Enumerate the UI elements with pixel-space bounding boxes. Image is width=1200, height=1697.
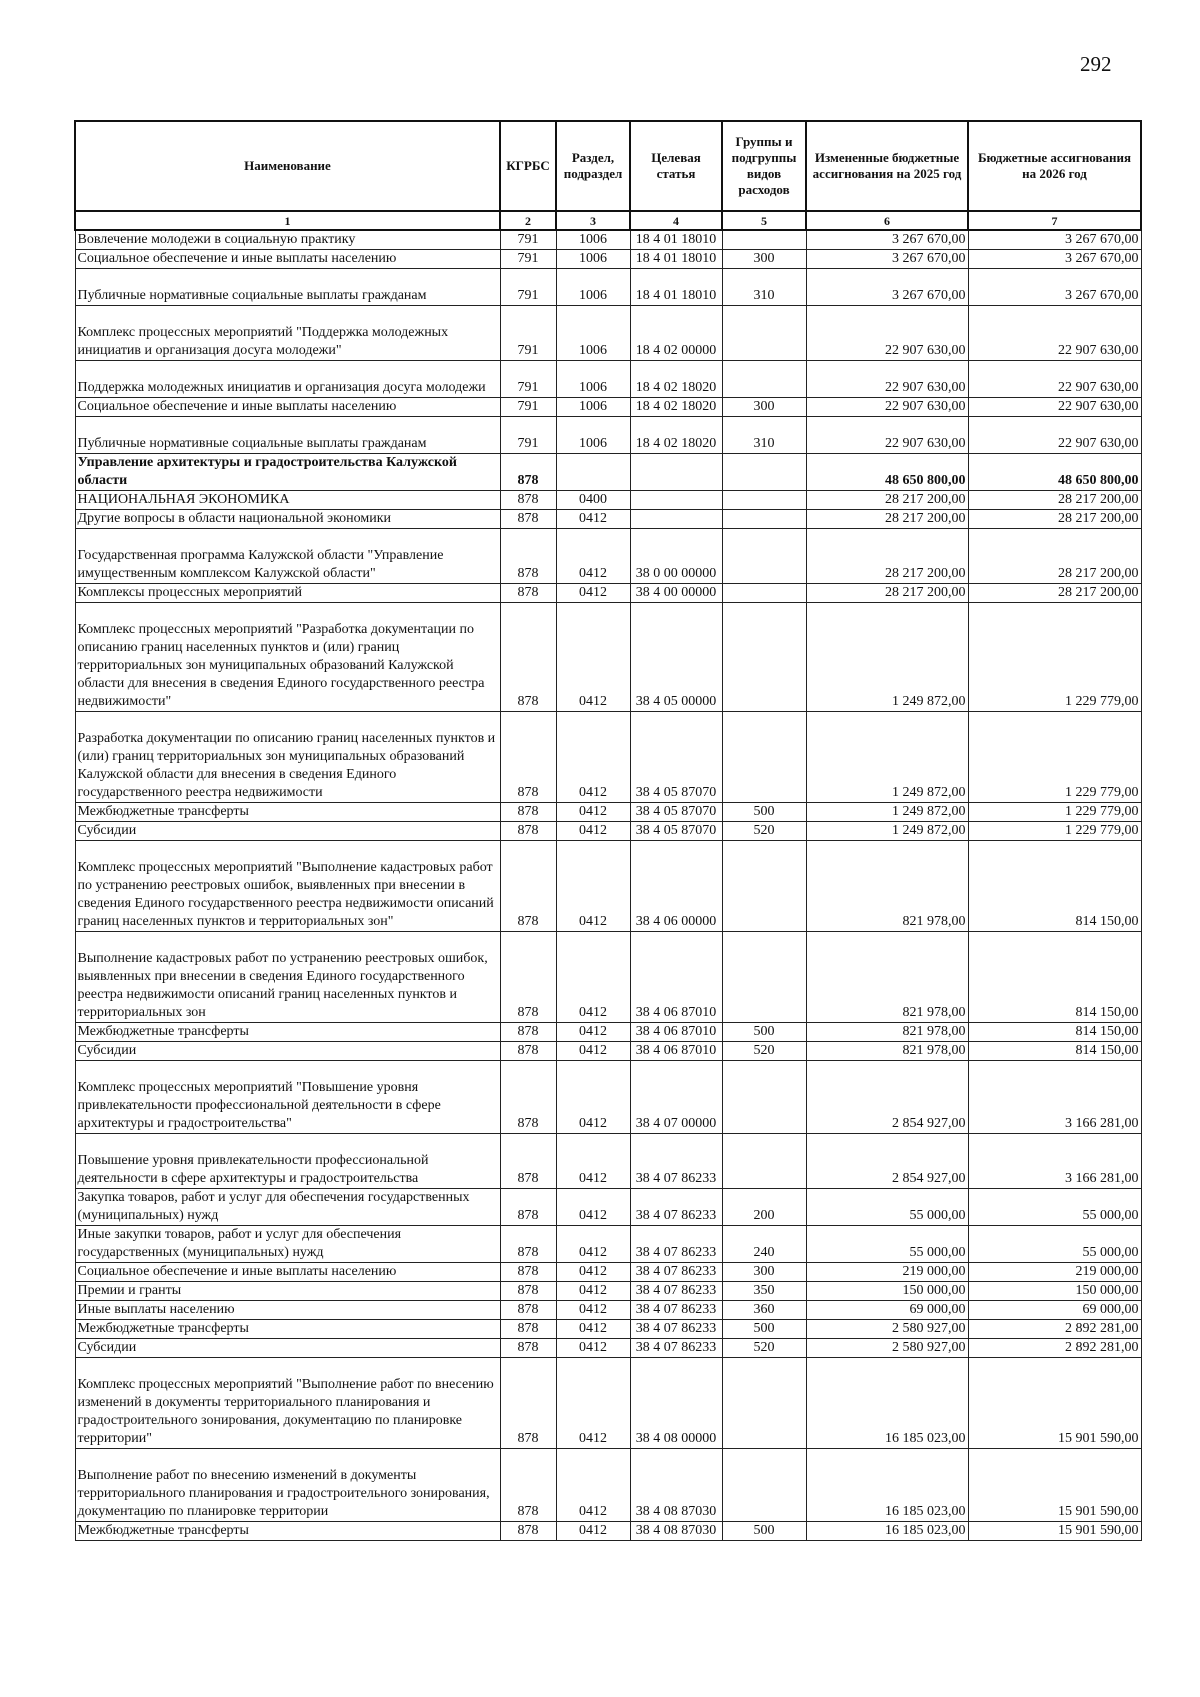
row-target: 38 4 08 00000 bbox=[630, 1358, 722, 1449]
row-amount-2025: 28 217 200,00 bbox=[806, 510, 968, 529]
row-razdel: 0412 bbox=[556, 1282, 630, 1301]
row-target: 18 4 02 18020 bbox=[630, 398, 722, 417]
table-row bbox=[75, 361, 1141, 398]
row-amount-2026: 28 217 200,00 bbox=[968, 529, 1141, 584]
row-amount-2025: 1 249 872,00 bbox=[806, 712, 968, 803]
table-row bbox=[75, 803, 1141, 822]
row-name: Межбюджетные трансферты bbox=[75, 803, 500, 822]
table-row bbox=[75, 1449, 1141, 1522]
table-row bbox=[75, 1282, 1141, 1301]
column-number: 4 bbox=[630, 211, 722, 230]
row-amount-2026: 22 907 630,00 bbox=[968, 398, 1141, 417]
row-razdel: 0412 bbox=[556, 1358, 630, 1449]
row-name: Публичные нормативные социальные выплаты гражданам bbox=[75, 269, 500, 306]
table-row bbox=[75, 841, 1141, 932]
table-row bbox=[75, 1320, 1141, 1339]
table-row bbox=[75, 269, 1141, 306]
row-kgrbs: 878 bbox=[500, 491, 556, 510]
row-target bbox=[630, 491, 722, 510]
row-name: Комплекс процессных мероприятий "Поддержка молодежных инициатив и организация досуга молодежи" bbox=[75, 306, 500, 361]
table-row bbox=[75, 398, 1141, 417]
row-vid bbox=[722, 932, 806, 1023]
row-amount-2026: 1 229 779,00 bbox=[968, 822, 1141, 841]
table-row bbox=[75, 1189, 1141, 1226]
header-2025: Измененные бюджетные ассигнования на 2025 год bbox=[806, 121, 968, 211]
row-amount-2025: 22 907 630,00 bbox=[806, 361, 968, 398]
row-kgrbs: 878 bbox=[500, 1263, 556, 1282]
header-2026: Бюджетные ассигнования на 2026 год bbox=[968, 121, 1141, 211]
table-row bbox=[75, 1339, 1141, 1358]
table-row bbox=[75, 417, 1141, 454]
row-amount-2025: 2 854 927,00 bbox=[806, 1061, 968, 1134]
row-name: Выполнение кадастровых работ по устранению реестровых ошибок, выявленных при внесении в сведения Единого государственного реестра недвижимости описаний границ населенных пунктов и территориальных зон bbox=[75, 932, 500, 1023]
row-razdel: 0412 bbox=[556, 1263, 630, 1282]
row-amount-2026: 814 150,00 bbox=[968, 841, 1141, 932]
row-vid bbox=[722, 841, 806, 932]
row-vid: 520 bbox=[722, 1339, 806, 1358]
row-razdel: 0412 bbox=[556, 1522, 630, 1541]
column-number: 3 bbox=[556, 211, 630, 230]
row-razdel: 0412 bbox=[556, 1226, 630, 1263]
row-name: Выполнение работ по внесению изменений в документы территориального планирования и градостроительного зонирования, документацию по планировке территории bbox=[75, 1449, 500, 1522]
row-vid bbox=[722, 230, 806, 250]
row-target: 18 4 01 18010 bbox=[630, 230, 722, 250]
row-razdel: 0412 bbox=[556, 1023, 630, 1042]
column-numbers bbox=[75, 211, 1141, 230]
row-amount-2026: 2 892 281,00 bbox=[968, 1339, 1141, 1358]
row-name: Вовлечение молодежи в социальную практику bbox=[75, 230, 500, 250]
row-kgrbs: 878 bbox=[500, 510, 556, 529]
row-name: Социальное обеспечение и иные выплаты населению bbox=[75, 250, 500, 269]
row-vid: 300 bbox=[722, 1263, 806, 1282]
row-name: Премии и гранты bbox=[75, 1282, 500, 1301]
table-row bbox=[75, 1263, 1141, 1282]
row-amount-2026: 1 229 779,00 bbox=[968, 712, 1141, 803]
row-kgrbs: 791 bbox=[500, 306, 556, 361]
row-vid bbox=[722, 1358, 806, 1449]
row-target: 38 4 05 87070 bbox=[630, 822, 722, 841]
row-vid bbox=[722, 1449, 806, 1522]
header-vid: Группы и подгруппы видов расходов bbox=[722, 121, 806, 211]
row-amount-2026: 3 166 281,00 bbox=[968, 1061, 1141, 1134]
row-target bbox=[630, 454, 722, 491]
row-kgrbs: 878 bbox=[500, 932, 556, 1023]
row-name: Социальное обеспечение и иные выплаты населению bbox=[75, 1263, 500, 1282]
row-vid: 500 bbox=[722, 1522, 806, 1541]
row-name: Иные выплаты населению bbox=[75, 1301, 500, 1320]
row-name: Межбюджетные трансферты bbox=[75, 1023, 500, 1042]
row-razdel: 1006 bbox=[556, 269, 630, 306]
row-target bbox=[630, 510, 722, 529]
row-target: 18 4 02 18020 bbox=[630, 361, 722, 398]
row-razdel: 0400 bbox=[556, 491, 630, 510]
row-amount-2025: 1 249 872,00 bbox=[806, 822, 968, 841]
row-kgrbs: 878 bbox=[500, 841, 556, 932]
row-kgrbs: 878 bbox=[500, 529, 556, 584]
row-razdel: 0412 bbox=[556, 803, 630, 822]
row-amount-2025: 69 000,00 bbox=[806, 1301, 968, 1320]
row-kgrbs: 791 bbox=[500, 398, 556, 417]
row-amount-2025: 821 978,00 bbox=[806, 1023, 968, 1042]
row-kgrbs: 791 bbox=[500, 269, 556, 306]
row-vid: 520 bbox=[722, 822, 806, 841]
column-number: 5 bbox=[722, 211, 806, 230]
row-target: 38 4 06 87010 bbox=[630, 932, 722, 1023]
row-target: 38 4 07 86233 bbox=[630, 1226, 722, 1263]
row-amount-2026: 48 650 800,00 bbox=[968, 454, 1141, 491]
row-target: 38 4 07 00000 bbox=[630, 1061, 722, 1134]
row-name: Межбюджетные трансферты bbox=[75, 1320, 500, 1339]
row-name: Государственная программа Калужской области "Управление имущественным комплексом Калужской области" bbox=[75, 529, 500, 584]
row-razdel: 0412 bbox=[556, 932, 630, 1023]
table-row bbox=[75, 1301, 1141, 1320]
row-amount-2026: 15 901 590,00 bbox=[968, 1522, 1141, 1541]
header-razdel: Раздел, подраздел bbox=[556, 121, 630, 211]
row-amount-2025: 28 217 200,00 bbox=[806, 529, 968, 584]
row-amount-2026: 15 901 590,00 bbox=[968, 1449, 1141, 1522]
table-row bbox=[75, 510, 1141, 529]
row-amount-2026: 3 166 281,00 bbox=[968, 1134, 1141, 1189]
row-name: Комплекс процессных мероприятий "Разработка документации по описанию границ населенных пунктов и (или) границ территориальных зон муниципальных образований Калужской области для внесения в сведения Единого государственного реестра недвижимости" bbox=[75, 603, 500, 712]
table-row bbox=[75, 306, 1141, 361]
row-target: 38 4 07 86233 bbox=[630, 1189, 722, 1226]
row-kgrbs: 878 bbox=[500, 454, 556, 491]
row-razdel: 1006 bbox=[556, 306, 630, 361]
row-target: 38 4 07 86233 bbox=[630, 1339, 722, 1358]
row-amount-2025: 3 267 670,00 bbox=[806, 269, 968, 306]
row-vid: 310 bbox=[722, 269, 806, 306]
row-kgrbs: 878 bbox=[500, 1339, 556, 1358]
row-amount-2026: 3 267 670,00 bbox=[968, 230, 1141, 250]
row-amount-2025: 150 000,00 bbox=[806, 1282, 968, 1301]
row-target: 38 4 06 00000 bbox=[630, 841, 722, 932]
row-kgrbs: 791 bbox=[500, 230, 556, 250]
row-amount-2026: 814 150,00 bbox=[968, 1023, 1141, 1042]
row-kgrbs: 878 bbox=[500, 1189, 556, 1226]
header-target: Целевая статья bbox=[630, 121, 722, 211]
row-name: Межбюджетные трансферты bbox=[75, 1522, 500, 1541]
row-razdel: 0412 bbox=[556, 822, 630, 841]
table-row bbox=[75, 250, 1141, 269]
column-number: 7 bbox=[968, 211, 1141, 230]
row-amount-2025: 55 000,00 bbox=[806, 1226, 968, 1263]
row-name: НАЦИОНАЛЬНАЯ ЭКОНОМИКА bbox=[75, 491, 500, 510]
table-row bbox=[75, 1358, 1141, 1449]
row-amount-2026: 55 000,00 bbox=[968, 1189, 1141, 1226]
row-razdel: 0412 bbox=[556, 603, 630, 712]
row-amount-2025: 1 249 872,00 bbox=[806, 803, 968, 822]
row-razdel: 0412 bbox=[556, 510, 630, 529]
row-vid: 310 bbox=[722, 417, 806, 454]
row-amount-2025: 28 217 200,00 bbox=[806, 491, 968, 510]
table-row bbox=[75, 1061, 1141, 1134]
page-number: 292 bbox=[1080, 52, 1112, 76]
row-name: Комплексы процессных мероприятий bbox=[75, 584, 500, 603]
row-name: Субсидии bbox=[75, 1042, 500, 1061]
row-kgrbs: 878 bbox=[500, 1449, 556, 1522]
row-amount-2025: 219 000,00 bbox=[806, 1263, 968, 1282]
row-target: 18 4 02 00000 bbox=[630, 306, 722, 361]
row-target: 18 4 01 18010 bbox=[630, 250, 722, 269]
table-row bbox=[75, 932, 1141, 1023]
row-amount-2025: 16 185 023,00 bbox=[806, 1522, 968, 1541]
row-vid bbox=[722, 454, 806, 491]
budget-table bbox=[74, 120, 1142, 1541]
row-name: Разработка документации по описанию границ населенных пунктов и (или) границ территориальных зон муниципальных образований Калужской области для внесения в сведения Единого государственного реестра недвижимости bbox=[75, 712, 500, 803]
row-target: 38 4 05 87070 bbox=[630, 712, 722, 803]
column-number: 6 bbox=[806, 211, 968, 230]
row-amount-2026: 15 901 590,00 bbox=[968, 1358, 1141, 1449]
row-target: 38 4 06 87010 bbox=[630, 1023, 722, 1042]
row-razdel: 0412 bbox=[556, 584, 630, 603]
row-amount-2025: 22 907 630,00 bbox=[806, 306, 968, 361]
table-row bbox=[75, 230, 1141, 250]
row-razdel bbox=[556, 454, 630, 491]
row-target: 38 4 05 00000 bbox=[630, 603, 722, 712]
row-name: Публичные нормативные социальные выплаты гражданам bbox=[75, 417, 500, 454]
row-target: 18 4 01 18010 bbox=[630, 269, 722, 306]
row-amount-2025: 55 000,00 bbox=[806, 1189, 968, 1226]
row-target: 18 4 02 18020 bbox=[630, 417, 722, 454]
row-razdel: 0412 bbox=[556, 1134, 630, 1189]
row-amount-2025: 3 267 670,00 bbox=[806, 250, 968, 269]
row-kgrbs: 878 bbox=[500, 1282, 556, 1301]
row-razdel: 0412 bbox=[556, 1320, 630, 1339]
row-kgrbs: 878 bbox=[500, 1226, 556, 1263]
row-vid: 350 bbox=[722, 1282, 806, 1301]
table-row bbox=[75, 1226, 1141, 1263]
row-razdel: 0412 bbox=[556, 1061, 630, 1134]
row-razdel: 0412 bbox=[556, 1301, 630, 1320]
row-kgrbs: 878 bbox=[500, 1023, 556, 1042]
row-target: 38 4 07 86233 bbox=[630, 1134, 722, 1189]
row-vid bbox=[722, 529, 806, 584]
row-vid bbox=[722, 712, 806, 803]
row-razdel: 1006 bbox=[556, 250, 630, 269]
row-kgrbs: 878 bbox=[500, 1061, 556, 1134]
row-amount-2025: 2 580 927,00 bbox=[806, 1320, 968, 1339]
row-razdel: 0412 bbox=[556, 1189, 630, 1226]
table-header bbox=[75, 121, 1141, 211]
row-kgrbs: 878 bbox=[500, 1522, 556, 1541]
row-vid: 500 bbox=[722, 1023, 806, 1042]
row-amount-2025: 2 854 927,00 bbox=[806, 1134, 968, 1189]
row-name: Комплекс процессных мероприятий "Выполнение работ по внесению изменений в документы территориального планирования и градостроительного зонирования, документацию по планировке территории" bbox=[75, 1358, 500, 1449]
row-kgrbs: 878 bbox=[500, 803, 556, 822]
row-vid: 300 bbox=[722, 250, 806, 269]
row-amount-2025: 28 217 200,00 bbox=[806, 584, 968, 603]
row-vid: 500 bbox=[722, 1320, 806, 1339]
table-row bbox=[75, 822, 1141, 841]
row-vid: 240 bbox=[722, 1226, 806, 1263]
row-vid bbox=[722, 510, 806, 529]
row-name: Закупка товаров, работ и услуг для обеспечения государственных (муниципальных) нужд bbox=[75, 1189, 500, 1226]
row-amount-2025: 821 978,00 bbox=[806, 841, 968, 932]
row-vid bbox=[722, 361, 806, 398]
row-target: 38 4 07 86233 bbox=[630, 1320, 722, 1339]
table-row bbox=[75, 1042, 1141, 1061]
row-amount-2026: 28 217 200,00 bbox=[968, 510, 1141, 529]
row-kgrbs: 878 bbox=[500, 1320, 556, 1339]
row-amount-2025: 3 267 670,00 bbox=[806, 230, 968, 250]
row-amount-2026: 814 150,00 bbox=[968, 1042, 1141, 1061]
row-vid bbox=[722, 584, 806, 603]
row-amount-2025: 821 978,00 bbox=[806, 932, 968, 1023]
row-razdel: 1006 bbox=[556, 417, 630, 454]
row-vid: 500 bbox=[722, 803, 806, 822]
row-target: 38 4 05 87070 bbox=[630, 803, 722, 822]
table-row bbox=[75, 1522, 1141, 1541]
row-name: Комплекс процессных мероприятий "Выполнение кадастровых работ по устранению реестровых ошибок, выявленных при внесении в сведения Единого государственного реестра недвижимости описаний границ населенных пунктов и территориальных зон" bbox=[75, 841, 500, 932]
row-name: Субсидии bbox=[75, 822, 500, 841]
row-amount-2026: 3 267 670,00 bbox=[968, 250, 1141, 269]
row-kgrbs: 878 bbox=[500, 1301, 556, 1320]
row-vid bbox=[722, 306, 806, 361]
row-amount-2025: 22 907 630,00 bbox=[806, 417, 968, 454]
row-name: Повышение уровня привлекательности профессиональной деятельности в сфере архитектуры и градостроительства bbox=[75, 1134, 500, 1189]
row-name: Комплекс процессных мероприятий "Повышение уровня привлекательности профессиональной деятельности в сфере архитектуры и градостроительства" bbox=[75, 1061, 500, 1134]
table-body bbox=[75, 230, 1141, 1541]
row-vid: 520 bbox=[722, 1042, 806, 1061]
row-amount-2026: 1 229 779,00 bbox=[968, 803, 1141, 822]
row-kgrbs: 791 bbox=[500, 361, 556, 398]
row-amount-2026: 69 000,00 bbox=[968, 1301, 1141, 1320]
row-target: 38 0 00 00000 bbox=[630, 529, 722, 584]
row-name: Социальное обеспечение и иные выплаты населению bbox=[75, 398, 500, 417]
table-row bbox=[75, 454, 1141, 491]
row-kgrbs: 878 bbox=[500, 712, 556, 803]
row-amount-2026: 55 000,00 bbox=[968, 1226, 1141, 1263]
row-name: Поддержка молодежных инициатив и организация досуга молодежи bbox=[75, 361, 500, 398]
row-amount-2025: 22 907 630,00 bbox=[806, 398, 968, 417]
row-name: Другие вопросы в области национальной экономики bbox=[75, 510, 500, 529]
column-number: 2 bbox=[500, 211, 556, 230]
row-target: 38 4 06 87010 bbox=[630, 1042, 722, 1061]
column-number: 1 bbox=[75, 211, 500, 230]
row-target: 38 4 08 87030 bbox=[630, 1522, 722, 1541]
table-row bbox=[75, 712, 1141, 803]
row-kgrbs: 878 bbox=[500, 1042, 556, 1061]
row-amount-2025: 16 185 023,00 bbox=[806, 1449, 968, 1522]
row-vid bbox=[722, 1134, 806, 1189]
table-row bbox=[75, 584, 1141, 603]
row-amount-2025: 1 249 872,00 bbox=[806, 603, 968, 712]
table-row bbox=[75, 1134, 1141, 1189]
header-name: Наименование bbox=[75, 121, 500, 211]
row-target: 38 4 00 00000 bbox=[630, 584, 722, 603]
header-kgrbs: КГРБС bbox=[500, 121, 556, 211]
row-amount-2025: 48 650 800,00 bbox=[806, 454, 968, 491]
row-razdel: 0412 bbox=[556, 1042, 630, 1061]
row-target: 38 4 07 86233 bbox=[630, 1282, 722, 1301]
row-amount-2026: 1 229 779,00 bbox=[968, 603, 1141, 712]
row-name: Управление архитектуры и градостроительства Калужской области bbox=[75, 454, 500, 491]
table-row bbox=[75, 491, 1141, 510]
row-vid bbox=[722, 603, 806, 712]
row-name: Иные закупки товаров, работ и услуг для обеспечения государственных (муниципальных) нужд bbox=[75, 1226, 500, 1263]
row-razdel: 1006 bbox=[556, 398, 630, 417]
row-razdel: 0412 bbox=[556, 1449, 630, 1522]
row-razdel: 0412 bbox=[556, 1339, 630, 1358]
row-razdel: 0412 bbox=[556, 841, 630, 932]
row-razdel: 1006 bbox=[556, 230, 630, 250]
row-amount-2026: 150 000,00 bbox=[968, 1282, 1141, 1301]
row-razdel: 0412 bbox=[556, 712, 630, 803]
row-amount-2026: 28 217 200,00 bbox=[968, 491, 1141, 510]
row-kgrbs: 791 bbox=[500, 250, 556, 269]
row-kgrbs: 878 bbox=[500, 584, 556, 603]
row-kgrbs: 878 bbox=[500, 822, 556, 841]
row-amount-2026: 22 907 630,00 bbox=[968, 361, 1141, 398]
row-target: 38 4 07 86233 bbox=[630, 1301, 722, 1320]
table-row bbox=[75, 603, 1141, 712]
row-amount-2026: 22 907 630,00 bbox=[968, 306, 1141, 361]
row-amount-2026: 28 217 200,00 bbox=[968, 584, 1141, 603]
row-kgrbs: 878 bbox=[500, 603, 556, 712]
row-amount-2025: 16 185 023,00 bbox=[806, 1358, 968, 1449]
row-target: 38 4 08 87030 bbox=[630, 1449, 722, 1522]
table-row bbox=[75, 529, 1141, 584]
row-amount-2026: 22 907 630,00 bbox=[968, 417, 1141, 454]
row-amount-2026: 3 267 670,00 bbox=[968, 269, 1141, 306]
table-row bbox=[75, 1023, 1141, 1042]
row-kgrbs: 878 bbox=[500, 1358, 556, 1449]
row-vid: 300 bbox=[722, 398, 806, 417]
row-amount-2026: 219 000,00 bbox=[968, 1263, 1141, 1282]
row-kgrbs: 878 bbox=[500, 1134, 556, 1189]
row-vid bbox=[722, 1061, 806, 1134]
row-amount-2026: 814 150,00 bbox=[968, 932, 1141, 1023]
row-amount-2025: 2 580 927,00 bbox=[806, 1339, 968, 1358]
row-vid: 360 bbox=[722, 1301, 806, 1320]
row-target: 38 4 07 86233 bbox=[630, 1263, 722, 1282]
row-vid bbox=[722, 491, 806, 510]
row-razdel: 1006 bbox=[556, 361, 630, 398]
row-name: Субсидии bbox=[75, 1339, 500, 1358]
row-amount-2026: 2 892 281,00 bbox=[968, 1320, 1141, 1339]
row-kgrbs: 791 bbox=[500, 417, 556, 454]
row-vid: 200 bbox=[722, 1189, 806, 1226]
row-razdel: 0412 bbox=[556, 529, 630, 584]
row-amount-2025: 821 978,00 bbox=[806, 1042, 968, 1061]
